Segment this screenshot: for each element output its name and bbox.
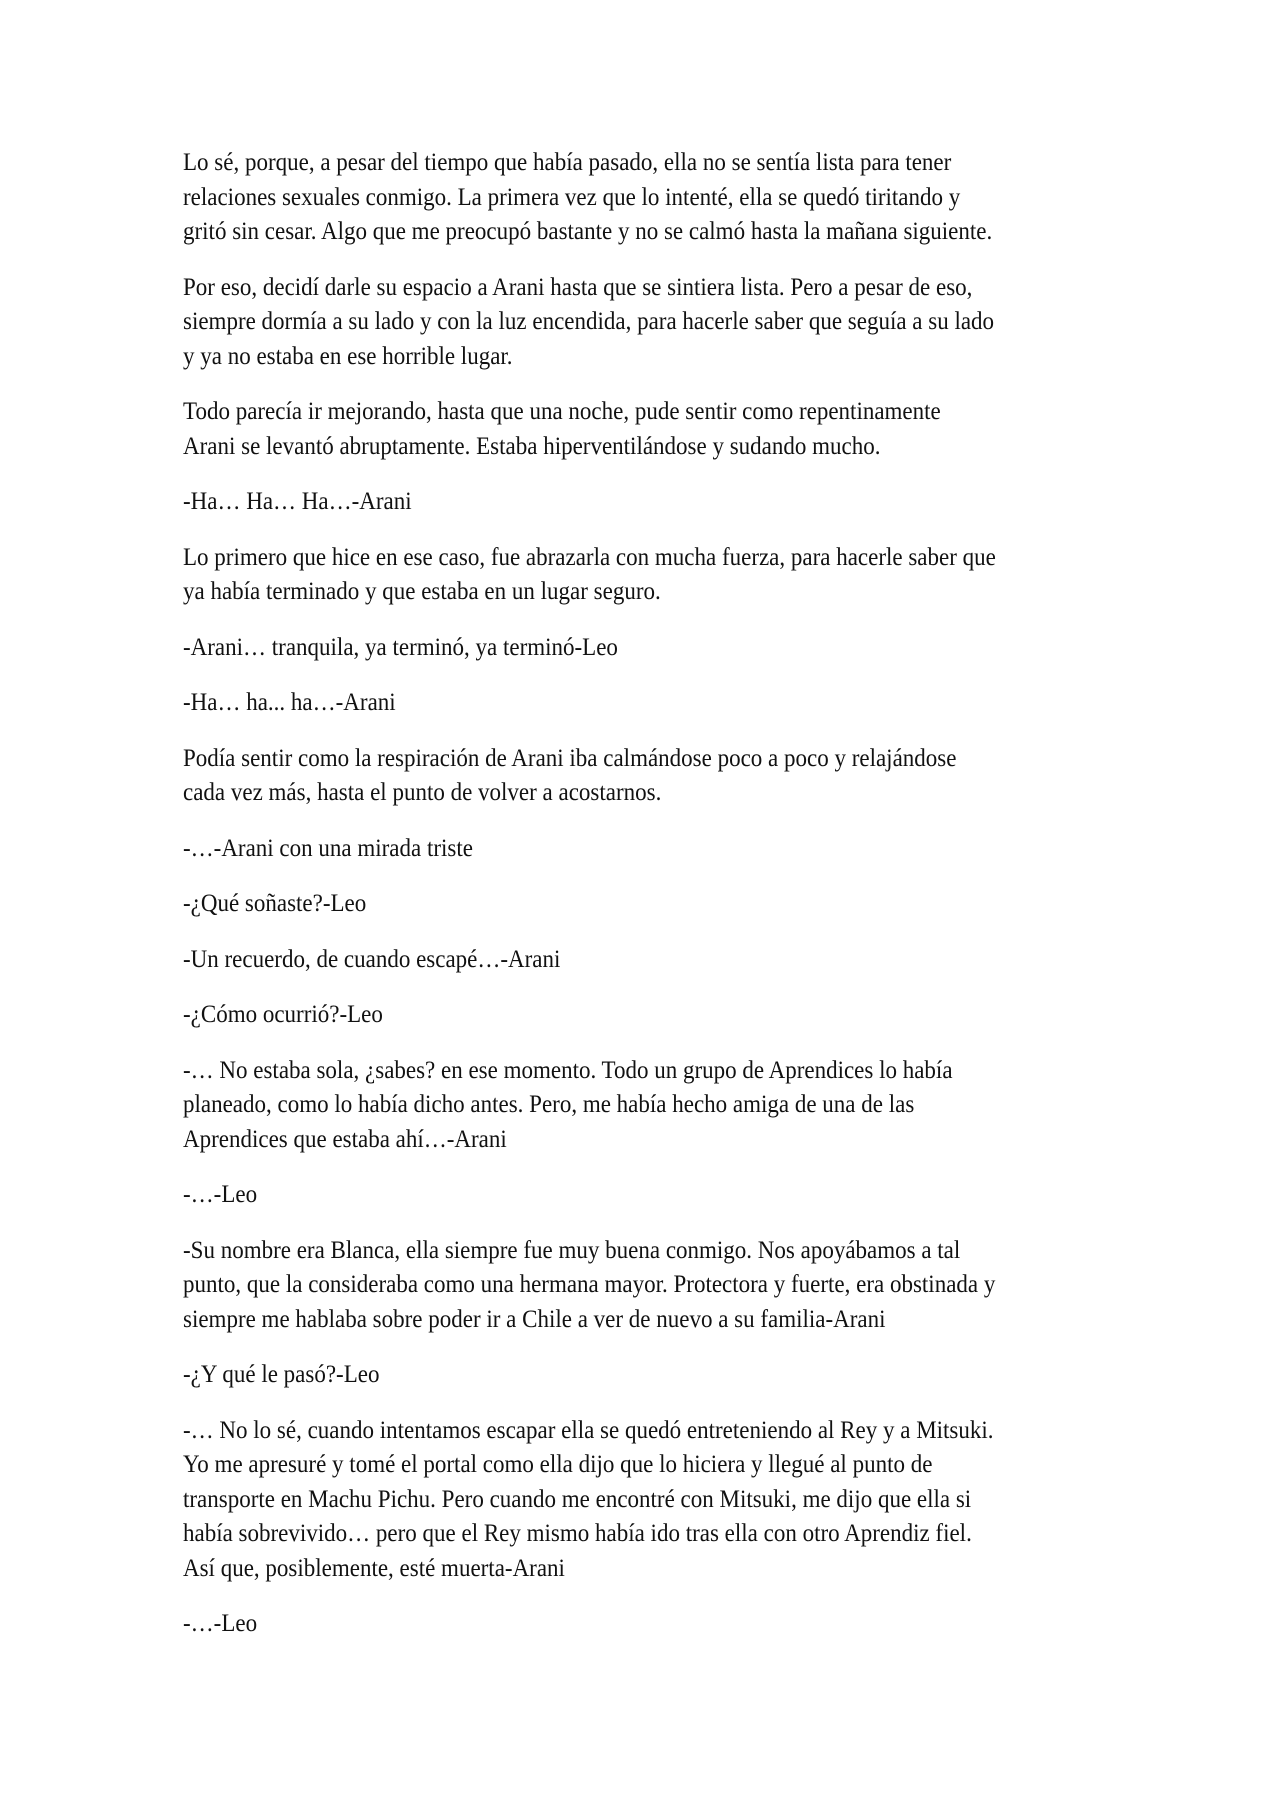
text-line: Lo primero que hice en ese caso, fue abrazarla con mucha fuerza, para hacerle saber que — [183, 543, 996, 571]
text-line: -¿Y qué le pasó?-Leo — [183, 1361, 380, 1388]
paragraph — [183, 631, 1183, 666]
text-line: -Ha… Ha… Ha…-Arani — [183, 488, 412, 515]
paragraph — [183, 146, 1183, 250]
paragraph — [183, 742, 1183, 811]
text-line: Arani se levantó abruptamente. Estaba hiperventilándose y sudando mucho. — [183, 432, 881, 460]
text-line: -…-Arani con una mirada triste — [183, 834, 473, 862]
text-line: -…-Leo — [183, 1610, 258, 1637]
text-line: -¿Qué soñaste?-Leo — [183, 890, 367, 917]
text-line: transporte en Machu Pichu. Pero cuando me encontré con Mitsuki, me dijo que ella si — [183, 1485, 972, 1513]
text-line: relaciones sexuales conmigo. La primera vez que lo intenté, ella se quedó tiritando y — [183, 183, 961, 211]
text-line: -…-Leo — [183, 1181, 258, 1208]
text-line: -… No estaba sola, ¿sabes? en ese momento. Todo un grupo de Aprendices lo había — [183, 1056, 953, 1084]
paragraph — [183, 887, 1183, 922]
text-line: Yo me apresuré y tomé el portal como ella dijo que lo hiciera y llegué al punto de — [183, 1451, 933, 1478]
text-line: Aprendices que estaba ahí…-Arani — [183, 1125, 507, 1153]
paragraph — [183, 1054, 1183, 1158]
paragraph — [183, 998, 1183, 1033]
text-line: siempre me hablaba sobre poder ir a Chile a ver de nuevo a su familia-Arani — [183, 1305, 886, 1333]
text-line: Por eso, decidí darle su espacio a Arani hasta que se sintiera lista. Pero a pesar de eso, — [183, 273, 973, 301]
text-line: -Ha… ha... ha…-Arani — [183, 689, 396, 716]
text-line: gritó sin cesar. Algo que me preocupó bastante y no se calmó hasta la mañana siguiente. — [183, 218, 993, 245]
paragraph — [183, 541, 1183, 610]
text-line: cada vez más, hasta el punto de volver a acostarnos. — [183, 779, 662, 806]
text-line: -Su nombre era Blanca, ella siempre fue muy buena conmigo. Nos apoyábamos a tal — [183, 1236, 961, 1264]
text-line: -… No lo sé, cuando intentamos escapar ella se quedó entreteniendo al Rey y a Mitsuki. — [183, 1416, 994, 1444]
text-line: y ya no estaba en ese horrible lugar. — [183, 342, 513, 370]
paragraph — [183, 943, 1183, 978]
paragraph — [183, 1178, 1183, 1213]
paragraph — [183, 1234, 1183, 1338]
text-line: -¿Cómo ocurrió?-Leo — [183, 1001, 383, 1028]
paragraph — [183, 395, 1183, 464]
text-line: Todo parecía ir mejorando, hasta que una noche, pude sentir como repentinamente — [183, 398, 941, 425]
text-line: -Un recuerdo, de cuando escapé…-Arani — [183, 945, 561, 973]
text-line: Así que, posiblemente, esté muerta-Arani — [183, 1554, 565, 1582]
paragraph — [183, 1358, 1183, 1393]
text-line: Lo sé, porque, a pesar del tiempo que había pasado, ella no se sentía lista para tener — [183, 149, 952, 176]
paragraph — [183, 1607, 1183, 1642]
paragraph — [183, 485, 1183, 520]
text-line: siempre dormía a su lado y con la luz encendida, para hacerle saber que seguía a su lado — [183, 308, 995, 335]
text-line: ya había terminado y que estaba en un lugar seguro. — [183, 578, 661, 605]
paragraph — [183, 686, 1183, 721]
text-line: punto, que la consideraba como una hermana mayor. Protectora y fuerte, era obstinada y — [183, 1271, 996, 1298]
paragraph — [183, 832, 1183, 867]
text-line: había sobrevivido… pero que el Rey mismo había ido tras ella con otro Aprendiz fiel. — [183, 1520, 972, 1547]
text-line: planeado, como lo había dicho antes. Pero, me había hecho amiga de una de las — [183, 1091, 915, 1118]
text-line: Podía sentir como la respiración de Arani iba calmándose poco a poco y relajándose — [183, 744, 957, 772]
text-line: -Arani… tranquila, ya terminó, ya terminó-Leo — [183, 633, 618, 661]
document-page — [183, 146, 1183, 1663]
paragraph — [183, 271, 1183, 375]
paragraph — [183, 1414, 1183, 1587]
